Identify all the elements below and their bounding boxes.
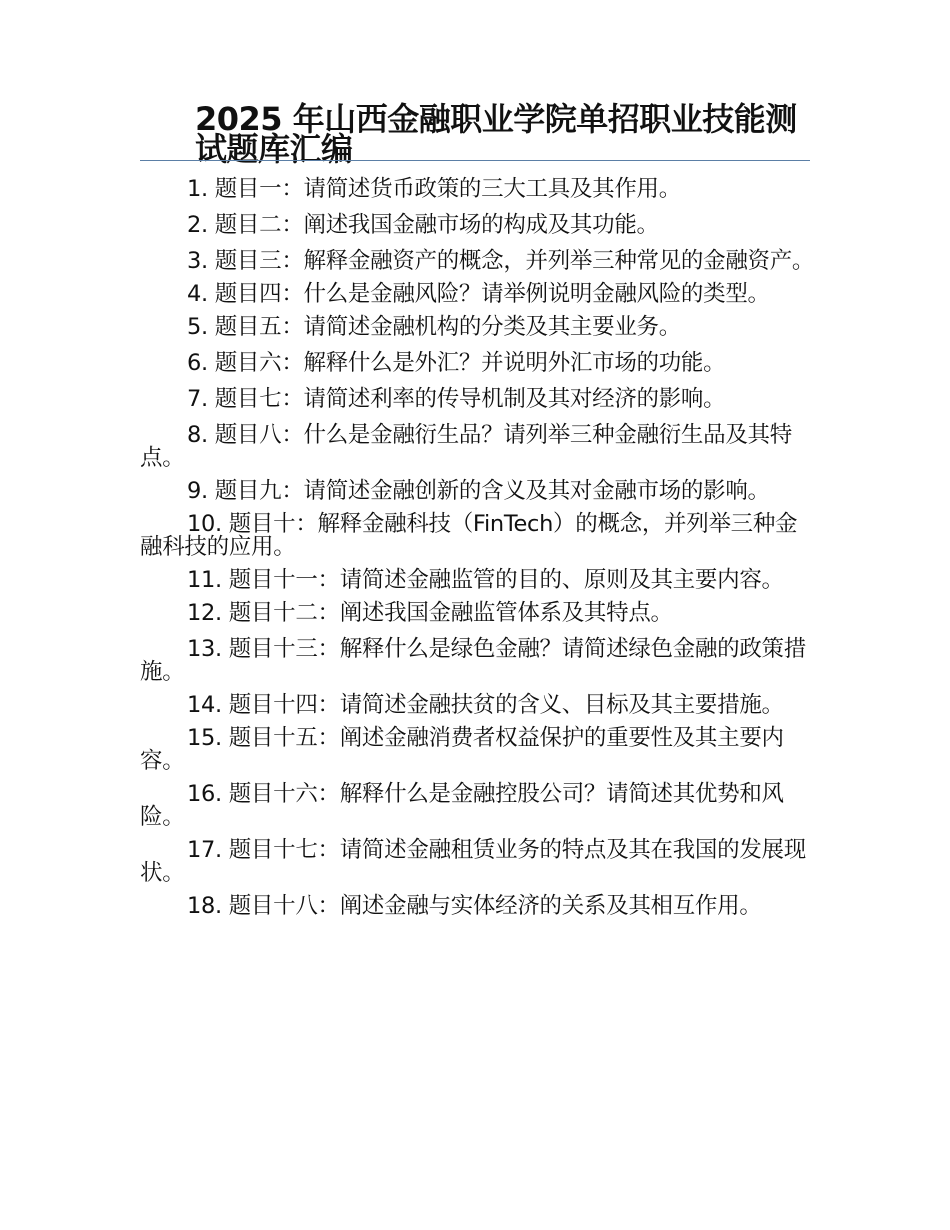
question-item: 10. 题目十：解释金融科技（FinTech）的概念，并列举三种金融科技的应用。 <box>140 511 798 560</box>
question-item: 16. 题目十六：解释什么是金融控股公司？请简述其优势和风险。 <box>140 781 784 830</box>
question-item: 14. 题目十四：请简述金融扶贫的含义、目标及其主要措施。 <box>187 692 784 718</box>
question-item: 18. 题目十八：阐述金融与实体经济的关系及其相互作用。 <box>187 893 762 919</box>
question-item: 6. 题目六：解释什么是外汇？并说明外汇市场的功能。 <box>187 350 726 376</box>
question-item: 7. 题目七：请简述利率的传导机制及其对经济的影响。 <box>187 386 726 412</box>
question-item: 9. 题目九：请简述金融创新的含义及其对金融市场的影响。 <box>187 478 770 504</box>
question-item: 3. 题目三：解释金融资产的概念，并列举三种常见的金融资产。 <box>187 248 815 274</box>
question-item: 11. 题目十一：请简述金融监管的目的、原则及其主要内容。 <box>187 567 784 593</box>
question-item: 4. 题目四：什么是金融风险？请举例说明金融风险的类型。 <box>187 281 770 307</box>
title-block <box>140 100 810 168</box>
question-item: 2. 题目二：阐述我国金融市场的构成及其功能。 <box>187 212 659 238</box>
question-list <box>140 178 815 928</box>
question-item: 15. 题目十五：阐述金融消费者权益保护的重要性及其主要内容。 <box>140 725 784 774</box>
question-item: 17. 题目十七：请简述金融租赁业务的特点及其在我国的发展现状。 <box>140 837 806 886</box>
question-item: 13. 题目十三：解释什么是绿色金融？请简述绿色金融的政策措施。 <box>140 636 806 685</box>
question-item: 1. 题目一：请简述货币政策的三大工具及其作用。 <box>187 176 681 202</box>
question-item: 12. 题目十二：阐述我国金融监管体系及其特点。 <box>187 600 673 626</box>
title-divider <box>140 160 810 161</box>
document-title: 2025 年山西金融职业学院单招职业技能测试题库汇编 <box>195 100 797 168</box>
question-item: 8. 题目八：什么是金融衍生品？请列举三种金融衍生品及其特点。 <box>140 422 792 471</box>
question-item: 5. 题目五：请简述金融机构的分类及其主要业务。 <box>187 314 681 340</box>
